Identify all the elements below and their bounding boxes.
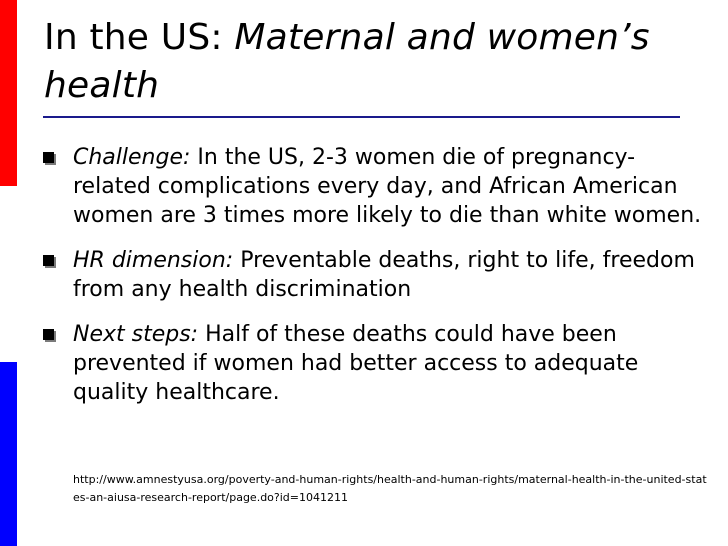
title-underline bbox=[43, 116, 680, 118]
bullet-text: In the US, 2-3 women die of pregnancy-related complications every day, and African American women are 3 times more likely to die than white women. bbox=[73, 145, 702, 228]
bullet-item-hr-dimension bbox=[43, 246, 703, 304]
bullet-text: Half of these deaths could have been prevented if women had better access to adequate quality healthcare. bbox=[73, 322, 639, 405]
square-bullet-icon bbox=[43, 255, 54, 266]
bullet-item-next-steps bbox=[43, 320, 703, 407]
bullet-text: Preventable deaths, right to life, freedom from any health discrimination bbox=[73, 248, 695, 302]
bullet-lead: Challenge: bbox=[73, 145, 191, 170]
slide-title bbox=[44, 14, 704, 110]
bullet-list bbox=[43, 143, 703, 407]
bullet-lead: HR dimension: bbox=[73, 248, 234, 273]
source-link[interactable]: http://www.amnestyusa.org/poverty-and-human-rights/health-and-human-rights/maternal-health-in-the-united-states-an-aiusa-research-report/page.do?id=1041211 bbox=[73, 473, 707, 504]
square-bullet-icon bbox=[43, 329, 54, 340]
slide-title-prefix: In the US: bbox=[44, 17, 235, 58]
bullet-item-challenge bbox=[43, 143, 703, 230]
square-bullet-icon bbox=[43, 152, 54, 163]
bullet-lead: Next steps: bbox=[73, 322, 199, 347]
slide-title-emphasis: Maternal and women’s health bbox=[44, 17, 650, 106]
